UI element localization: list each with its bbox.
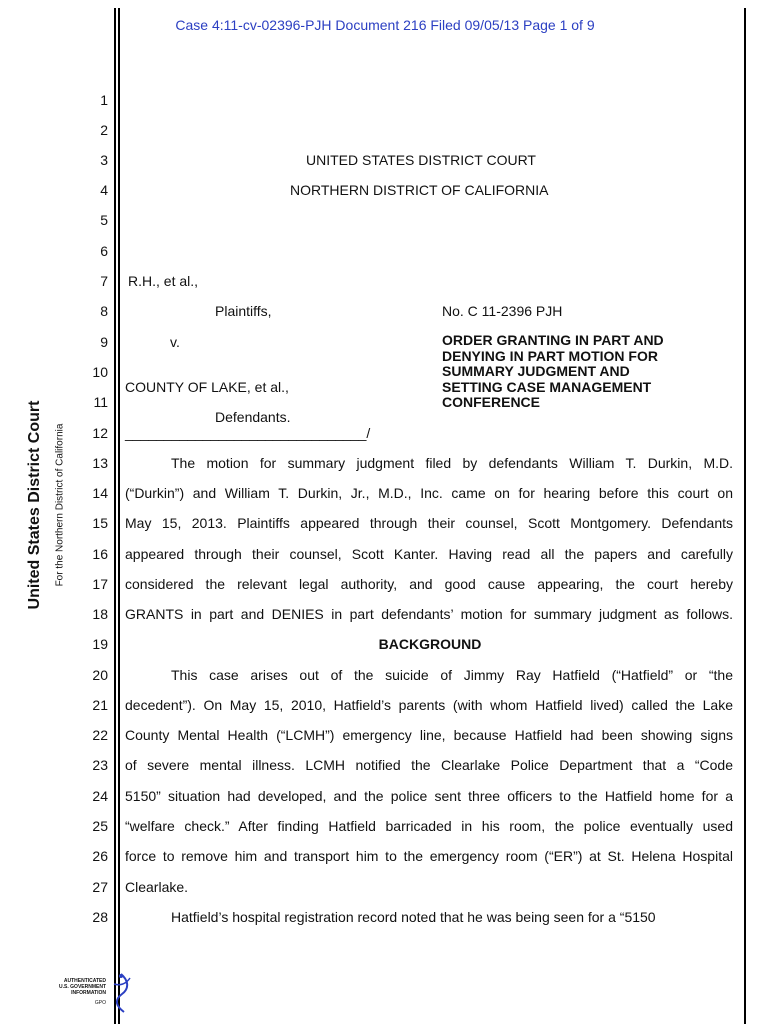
- line-number: 25: [92, 818, 108, 834]
- district-name: NORTHERN DISTRICT OF CALIFORNIA: [290, 182, 549, 198]
- line-number: 4: [100, 182, 108, 198]
- line-number: 14: [92, 485, 108, 501]
- body-line: Hatfield’s hospital registration record noted that he was being seen for a “5150: [171, 909, 656, 925]
- line-number: 10: [92, 364, 108, 380]
- line-number: 3: [100, 152, 108, 168]
- line-number: 1: [100, 92, 108, 108]
- body-line: This case arises out of the suicide of Jimmy Ray Hatfield (“Hatfield” or “the: [171, 667, 733, 683]
- line-number: 7: [100, 273, 108, 289]
- body-line: (“Durkin”) and William T. Durkin, Jr., M.D., Inc. came on for hearing before this court on: [125, 485, 733, 501]
- line-number: 16: [92, 546, 108, 562]
- gpo-line: AUTHENTICATED: [63, 978, 106, 984]
- gpo-line: INFORMATION: [71, 990, 106, 996]
- order-title: [442, 333, 664, 411]
- body-line: considered the relevant legal authority, and good cause appearing, the court hereby: [125, 576, 733, 592]
- order-title-line: CONFERENCE: [442, 394, 541, 410]
- order-title-line: ORDER GRANTING IN PART AND: [442, 332, 664, 348]
- line-number: 6: [100, 243, 108, 259]
- body-line: GRANTS in part and DENIES in part defendants’ motion for summary judgment as follows.: [125, 606, 733, 622]
- caption-rule: _______________________________/: [125, 425, 371, 441]
- margin-rule-left-1: [114, 8, 116, 1024]
- line-number: 19: [92, 636, 108, 652]
- line-number: 13: [92, 455, 108, 471]
- line-number: 26: [92, 848, 108, 864]
- body-line: “welfare check.” After finding Hatfield barricaded in his room, the police eventually used: [125, 818, 733, 834]
- margin-rule-left-2: [118, 8, 120, 1024]
- plaintiff-name: R.H., et al.,: [128, 273, 199, 289]
- gpo-eagle-icon: [108, 972, 134, 1014]
- sidebar-court-name: United States District Court: [26, 400, 43, 610]
- line-number: 8: [100, 303, 108, 319]
- gpo-line: U.S. GOVERNMENT: [59, 984, 106, 990]
- body-line: 5150” situation had developed, and the police sent three officers to the Hatfield home for a: [125, 788, 733, 804]
- gpo-seal: [44, 972, 134, 1014]
- document-header: Case 4:11-cv-02396-PJH Document 216 Filed 09/05/13 Page 1 of 9: [175, 17, 595, 33]
- court-name: UNITED STATES DISTRICT COURT: [306, 152, 536, 168]
- sidebar-district-name: For the Northern District of California: [54, 423, 66, 587]
- order-title-line: SETTING CASE MANAGEMENT: [442, 378, 652, 395]
- line-number: 2: [100, 122, 108, 138]
- gpo-seal-text: [44, 978, 106, 996]
- body-line: force to remove him and transport him to the emergency room (“ER”) at St. Helena Hospital: [125, 848, 733, 864]
- line-number: 23: [92, 757, 108, 773]
- plaintiff-role: Plaintiffs,: [215, 303, 272, 319]
- line-number: 24: [92, 788, 108, 804]
- line-number: 5: [100, 212, 108, 228]
- line-number: 18: [92, 606, 108, 622]
- line-number: 9: [100, 334, 108, 350]
- line-number: 22: [92, 727, 108, 743]
- order-title-line: SUMMARY JUDGMENT AND: [442, 363, 630, 379]
- body-line: decedent”). On May 15, 2010, Hatfield’s parents (with whom Hatfield lived) called the Lake: [125, 697, 733, 713]
- body-line: May 15, 2013. Plaintiffs appeared through their counsel, Scott Montgomery. Defendants: [125, 515, 733, 531]
- defendant-role: Defendants.: [215, 409, 291, 425]
- body-line: The motion for summary judgment filed by defendants William T. Durkin, M.D.: [171, 455, 733, 471]
- section-heading: BACKGROUND: [378, 636, 482, 652]
- body-line: appeared through their counsel, Scott Kanter. Having read all the papers and carefully: [125, 546, 733, 562]
- line-number: 20: [92, 667, 108, 683]
- line-number: 11: [93, 394, 108, 410]
- line-number: 15: [92, 515, 108, 531]
- versus: v.: [170, 334, 180, 350]
- line-number: 12: [92, 425, 108, 441]
- order-title-line: DENYING IN PART MOTION FOR: [442, 347, 658, 364]
- line-number: 28: [92, 909, 108, 925]
- line-number: 17: [92, 576, 108, 592]
- line-number: 21: [92, 697, 108, 713]
- gpo-mark: GPO: [94, 1000, 106, 1006]
- body-line: Clearlake.: [125, 879, 189, 895]
- defendant-name: COUNTY OF LAKE, et al.,: [125, 379, 289, 395]
- body-line: of severe mental illness. LCMH notified the Clearlake Police Department that a “Code: [125, 757, 733, 773]
- body-line: County Mental Health (“LCMH”) emergency line, because Hatfield had been showing signs: [125, 727, 733, 743]
- line-number: 27: [92, 879, 108, 895]
- case-number: No. C 11-2396 PJH: [442, 303, 563, 319]
- margin-rule-right: [744, 8, 746, 1024]
